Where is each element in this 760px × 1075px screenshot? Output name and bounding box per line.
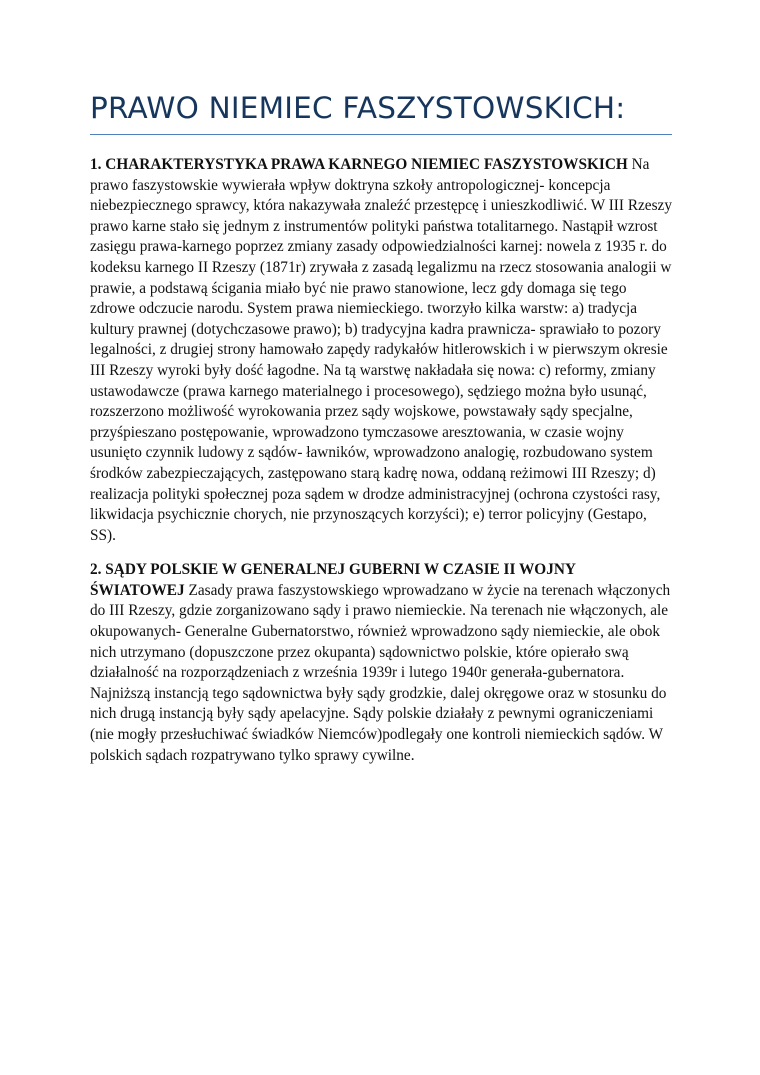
section-1-text: Na prawo faszystowskie wywierała wpływ doktryna szkoły antropologicznej- koncepcja niebezpiecznego sprawcy, która nakazywała znaleźć przestępcę i unieszkodliwić. W III Rzeszy prawo karne stało się jednym z instrumentów polityki państwa totalitarnego. Nastąpił wzrost zasięgu prawa-karnego poprzez zmiany zasady odpowiedzialności karnej: nowela z 1935 r. do kodeksu karnego II Rzeszy (1871r) zrywała z zasadą legalizmu na rzecz stosowania analogii w prawie, a podstawą ścigania miało być nie prawo stanowione, lecz gdy domaga się tego zdrowe odczucie narodu. System prawa niemieckiego. tworzyło kilka warstw: a) tradycja kultury prawnej (dotychczasowe prawo); b) tradycyjna kadra prawnicza- sprawiało to pozory legalności, z drugiej strony hamowało zapędy radykałów hitlerowskich i w pierwszym okresie III Rzeszy wyroki były dość łagodne. Na tą warstwę nakładała się nowa: c) reformy, zmiany ustawodawcze (prawa karnego materialnego i procesowego), sędziego można było usunąć, rozszerzono możliwość wyrokowania przez sądy wojskowe, powstawały sądy specjalne, przyśpieszano postępowanie, wprowadzono tymczasowe aresztowania, w czasie wojny usunięto czynnik ludowy z sądów- ławników, wprowadzono analogię, rozbudowano system środków zabezpieczających, zastępowano starą kadrę nowa, oddaną reżimowi III Rzeszy; d) realizacja polityki społecznej poza sądem w drodze administracyjnej (ochrona czystości rasy, likwidacja psychicznie chorych, nie przynoszących korzyści); e) terror policyjny (Gestapo, SS). [90, 156, 672, 544]
section-2-heading: 2. SĄDY POLSKIE W GENERALNEJ GUBERNI W CZASIE II WOJNY ŚWIATOWEJ [90, 561, 576, 599]
section-2 [90, 560, 672, 766]
document-title: PRAWO NIEMIEC FASZYSTOWSKICH: [90, 91, 626, 125]
section-1-heading: 1. CHARAKTERYSTYKA PRAWA KARNEGO NIEMIEC FASZYSTOWSKICH [90, 156, 628, 173]
title-underline [90, 134, 672, 135]
section-1 [90, 155, 672, 546]
document-body [90, 155, 672, 780]
section-2-text: Zasady prawa faszystowskiego wprowadzano w życie na terenach włączonych do III Rzeszy, gdzie zorganizowano sądy i prawo niemieckie. Na terenach nie włączonych, ale okupowanych- Generalne Gubernatorstwo, również wprowadzono sądy niemieckie, ale obok nich utrzymano (dopuszczone przez okupanta) sądownictwo polskie, które opierało swą działalność na rozporządzeniach z września 1939r i lutego 1940r generała-gubernatora. Najniższą instancją tego sądownictwa były sądy grodzkie, dalej okręgowe oraz w stosunku do nich drugą instancją były sądy apelacyjne. Sądy polskie działały z pewnymi ograniczeniami (nie mogły przesłuchiwać świadków Niemców)podlegały one kontroli niemieckich sądów. W polskich sądach rozpatrywano tylko sprawy cywilne. [90, 581, 671, 764]
